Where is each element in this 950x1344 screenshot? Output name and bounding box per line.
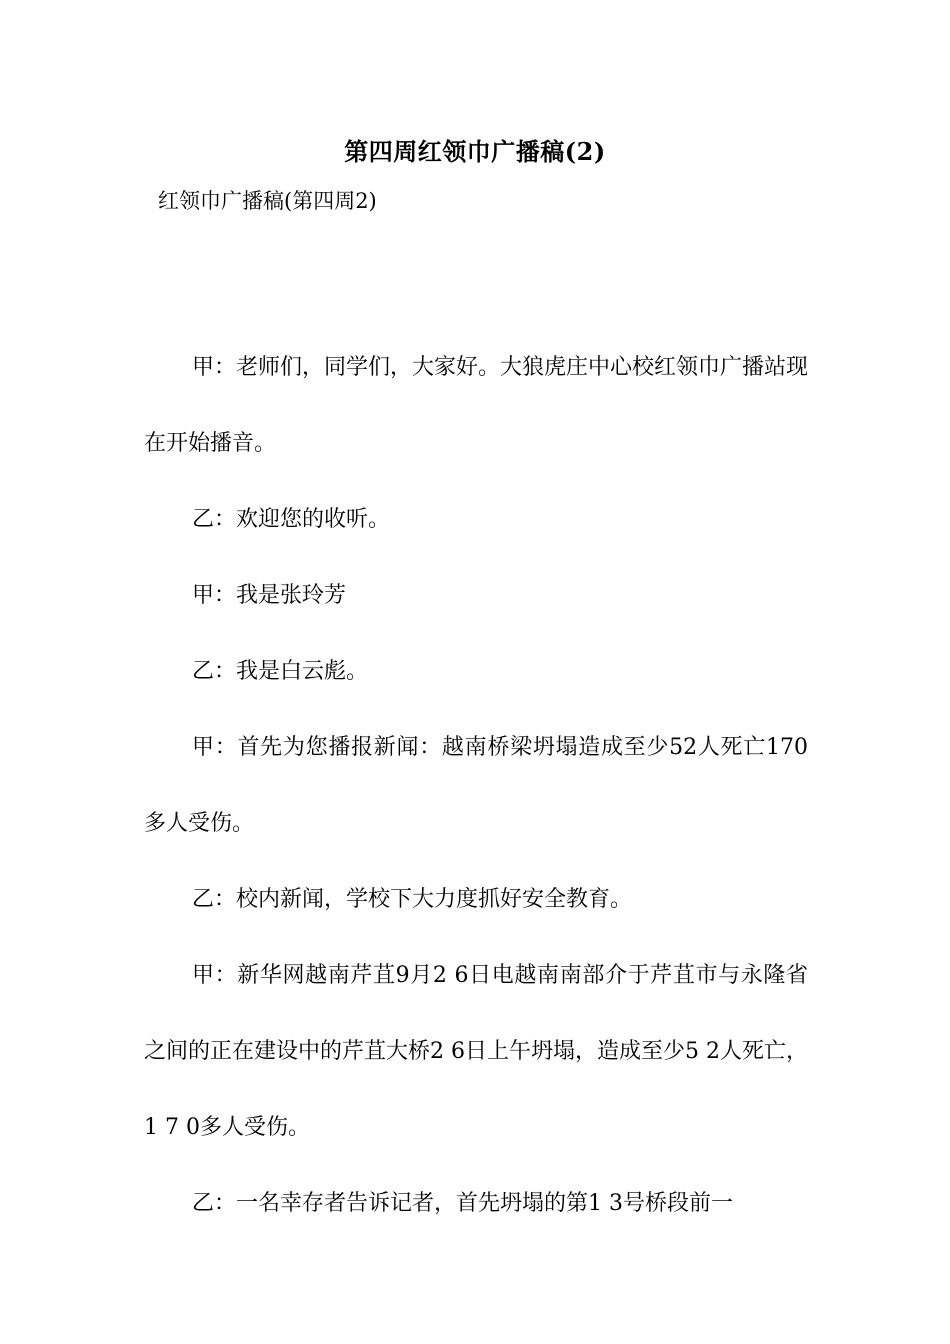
paragraph-welcome: 乙：欢迎您的收听。	[192, 507, 391, 532]
document-body	[144, 330, 808, 1242]
paragraph-news-detail: 甲：新华网越南芹苴9月2 6日电越南南部介于芹苴市与永隆省之间的正在建设中的芹苴大桥2 6日上午坍塌，造成至少5 2人死亡，1 7 0多人受伤。	[144, 963, 808, 1140]
paragraph-greeting: 甲：老师们，同学们，大家好。大狼虎庄中心校红领巾广播站现在开始播音。	[144, 355, 809, 456]
document-subtitle: 红领巾广播稿(第四周2)	[158, 189, 377, 213]
paragraph-host-b: 乙：我是白云彪。	[192, 659, 369, 684]
paragraph-survivor-report: 乙：一名幸存者告诉记者，首先坍塌的第1 3号桥段前一	[192, 1191, 733, 1216]
paragraph-school-news: 乙：校内新闻，学校下大力度抓好安全教育。	[192, 887, 633, 912]
paragraph-news-headline: 甲：首先为您播报新闻：越南桥梁坍塌造成至少52人死亡170多人受伤。	[144, 735, 808, 836]
paragraph-host-a: 甲：我是张玲芳	[192, 583, 347, 608]
document-title: 第四周红领巾广播稿(2)	[344, 137, 606, 166]
